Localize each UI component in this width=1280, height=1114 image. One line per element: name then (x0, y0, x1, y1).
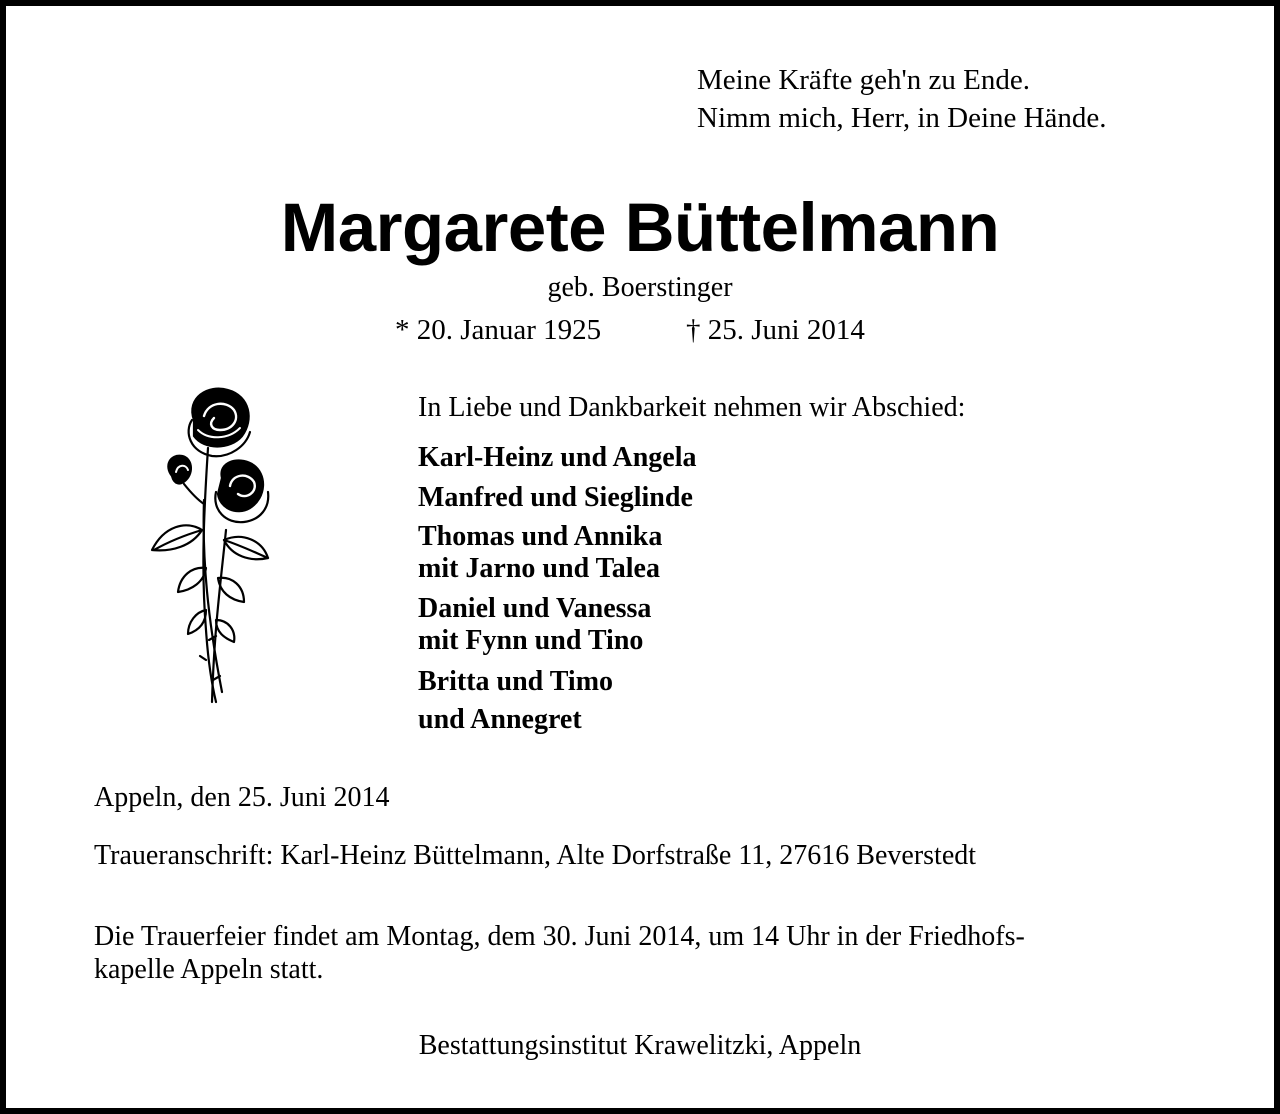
funeral-notice (94, 920, 1194, 986)
mourning-address: Traueranschrift: Karl-Heinz Büttelmann, Alte Dorfstraße 11, 27616 Beverstedt (94, 840, 977, 871)
mourner-2: Manfred und Sieglinde (418, 482, 693, 513)
mourner-4: Daniel und Vanessa (418, 593, 652, 624)
undertaker: Bestattungsinstitut Krawelitzki, Appeln (418, 1030, 862, 1061)
mourner-3-children: mit Jarno und Talea (418, 553, 660, 584)
mourner-3: Thomas und Annika (418, 521, 663, 552)
death-date: † 25. Juni 2014 (686, 314, 865, 346)
birth-date: * 20. Januar 1925 (395, 314, 602, 346)
deceased-name: Margarete Büttelmann (280, 189, 1000, 266)
maiden-name: geb. Boerstinger (547, 272, 733, 303)
funeral-line-2: kapelle Appeln statt. (94, 954, 324, 985)
mourner-4-children: mit Fynn und Tino (418, 625, 644, 656)
mourner-5: Britta und Timo (418, 666, 614, 697)
quote-line-2: Nimm mich, Herr, in Deine Hände. (697, 102, 1107, 134)
rose-icon (146, 380, 276, 710)
mourner-1: Karl-Heinz und Angela (418, 442, 697, 473)
mourner-6: und Annegret (418, 704, 582, 735)
funeral-line-1: Die Trauerfeier findet am Montag, dem 30. Juni 2014, um 14 Uhr in der Friedhofs- (94, 921, 1025, 952)
place-date: Appeln, den 25. Juni 2014 (94, 782, 390, 813)
quote-line-1: Meine Kräfte geh'n zu Ende. (697, 64, 1030, 96)
farewell-intro: In Liebe und Dankbarkeit nehmen wir Abschied: (418, 392, 966, 423)
